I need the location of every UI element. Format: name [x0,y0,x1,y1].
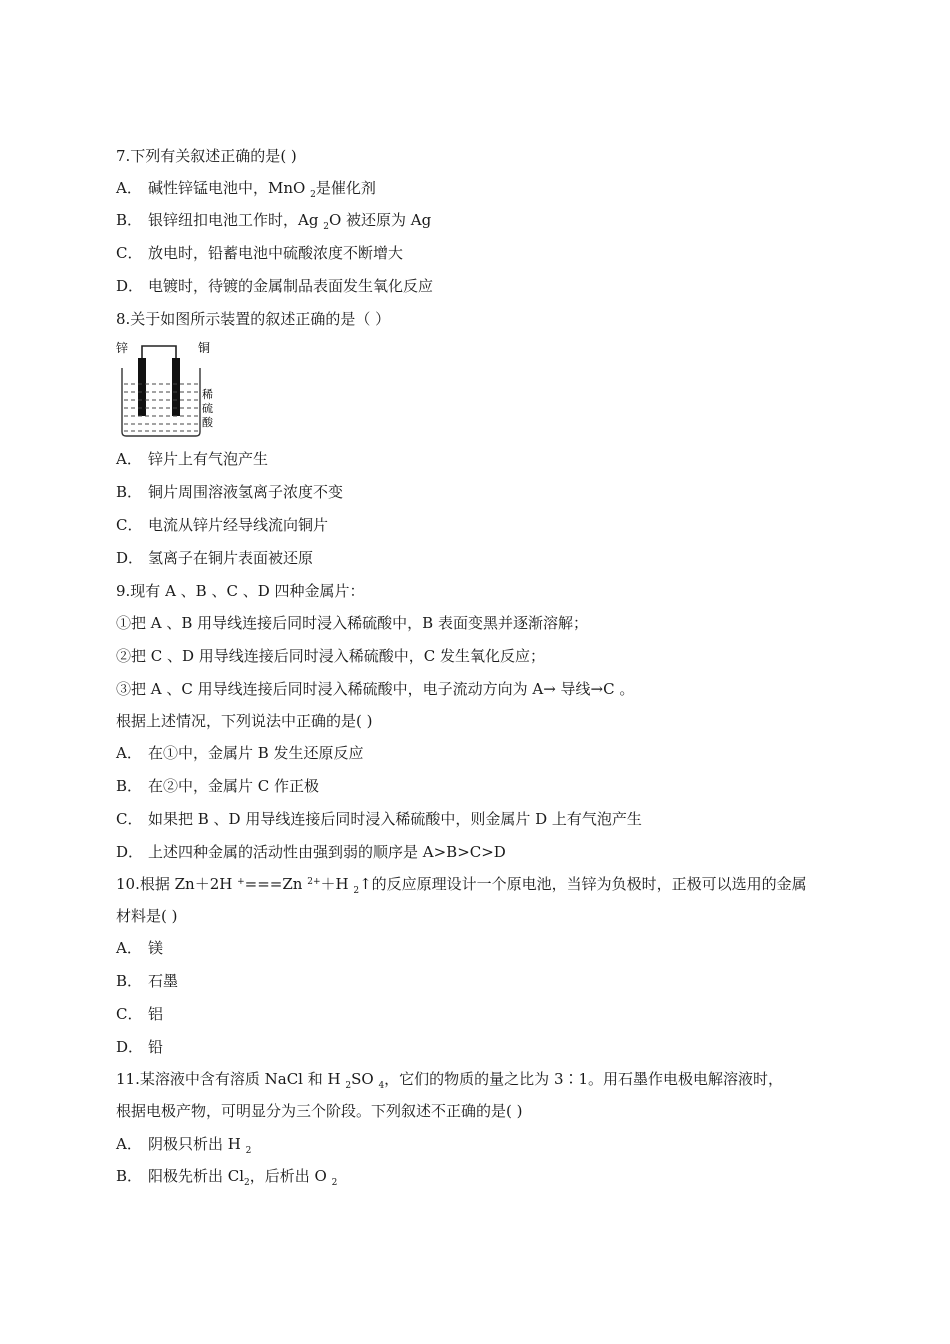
q9-option-c: C． 如果把 B 、D 用导线连接后同时浸入稀硫酸中，则金属片 D 上有气泡产生 [116,810,642,828]
q9-ask: 根据上述情况，下列说法中正确的是( ) [116,712,373,730]
beaker [122,368,200,436]
q9-condition-3: ③把 A 、C 用导线连接后同时浸入稀硫酸中，电子流动方向为 A→ 导线→C 。 [116,680,635,698]
zinc-electrode [138,358,146,416]
q10-stem-continued: 材料是( ) [116,907,178,925]
acid-solution [124,384,198,431]
q8-option-a: A． 锌片上有气泡产生 [116,450,269,468]
galvanic-cell-figure [114,338,218,440]
q8-stem: 8.关于如图所示装置的叙述正确的是（ ） [116,310,391,328]
q11-option-a: A． 阴极只析出 H $_2$ [116,1135,252,1156]
q8-option-d: D． 氢离子在铜片表面被还原 [116,549,314,567]
q11-stem-continued: 根据电极产物，可明显分为三个阶段。下列叙述不正确的是( ) [116,1102,523,1120]
q7-option-c: C． 放电时，铅蓄电池中硫酸浓度不断增大 [116,244,404,262]
q9-option-a: A． 在①中，金属片 B 发生还原反应 [116,744,364,762]
label-zinc: 锌 [116,341,129,355]
q10-option-d: D． 铅 [116,1038,164,1056]
label-acid-1: 稀 [202,388,213,401]
q11-stem: 11.某溶液中含有溶质 NaCl 和 H $_2$SO $_4$，它们的物质的量之比为 3∶1。用石墨作电极电解溶液时， [116,1070,784,1091]
q7-stem: 7.下列有关叙述正确的是( ) [116,147,297,165]
q10-option-c: C． 铝 [116,1005,164,1023]
label-acid-3: 酸 [202,416,213,429]
q10-stem: 10.根据 Zn＋2H +===Zn $^{2+}$＋H $_2$↑的反应原理设计一个原电池，当锌为负极时，正极可以选用的金属 [116,875,807,896]
q8-option-c: C． 电流从锌片经导线流向铜片 [116,516,329,534]
copper-electrode [172,358,180,416]
label-acid-2: 硫 [202,402,213,415]
q9-condition-1: ①把 A 、B 用导线连接后同时浸入稀硫酸中，B 表面变黑并逐渐溶解； [116,614,588,632]
q9-stem: 9.现有 A 、B 、C 、D 四种金属片： [116,582,365,600]
q10-option-a: A． 镁 [116,939,164,957]
label-copper: 铜 [198,341,211,355]
q7-option-b: B． 银锌纽扣电池工作时，Ag $_2$O 被还原为 Ag [116,211,432,232]
q11-option-b: B． 阳极先析出 $Cl_2$，后析出 O $_2$ [116,1167,338,1188]
q9-condition-2: ②把 C 、D 用导线连接后同时浸入稀硫酸中，C 发生氧化反应； [116,647,546,665]
q7-option-a: A． 碱性锌锰电池中，MnO $_2$是催化剂 [116,179,376,200]
q9-option-d: D． 上述四种金属的活动性由强到弱的顺序是 A>B>C>D [116,843,506,861]
q10-option-b: B． 石墨 [116,972,179,990]
q8-option-b: B． 铜片周围溶液氢离子浓度不变 [116,483,344,501]
q9-option-b: B． 在②中，金属片 C 作正极 [116,777,320,795]
q7-option-d: D． 电镀时，待镀的金属制品表面发生氧化反应 [116,277,434,295]
